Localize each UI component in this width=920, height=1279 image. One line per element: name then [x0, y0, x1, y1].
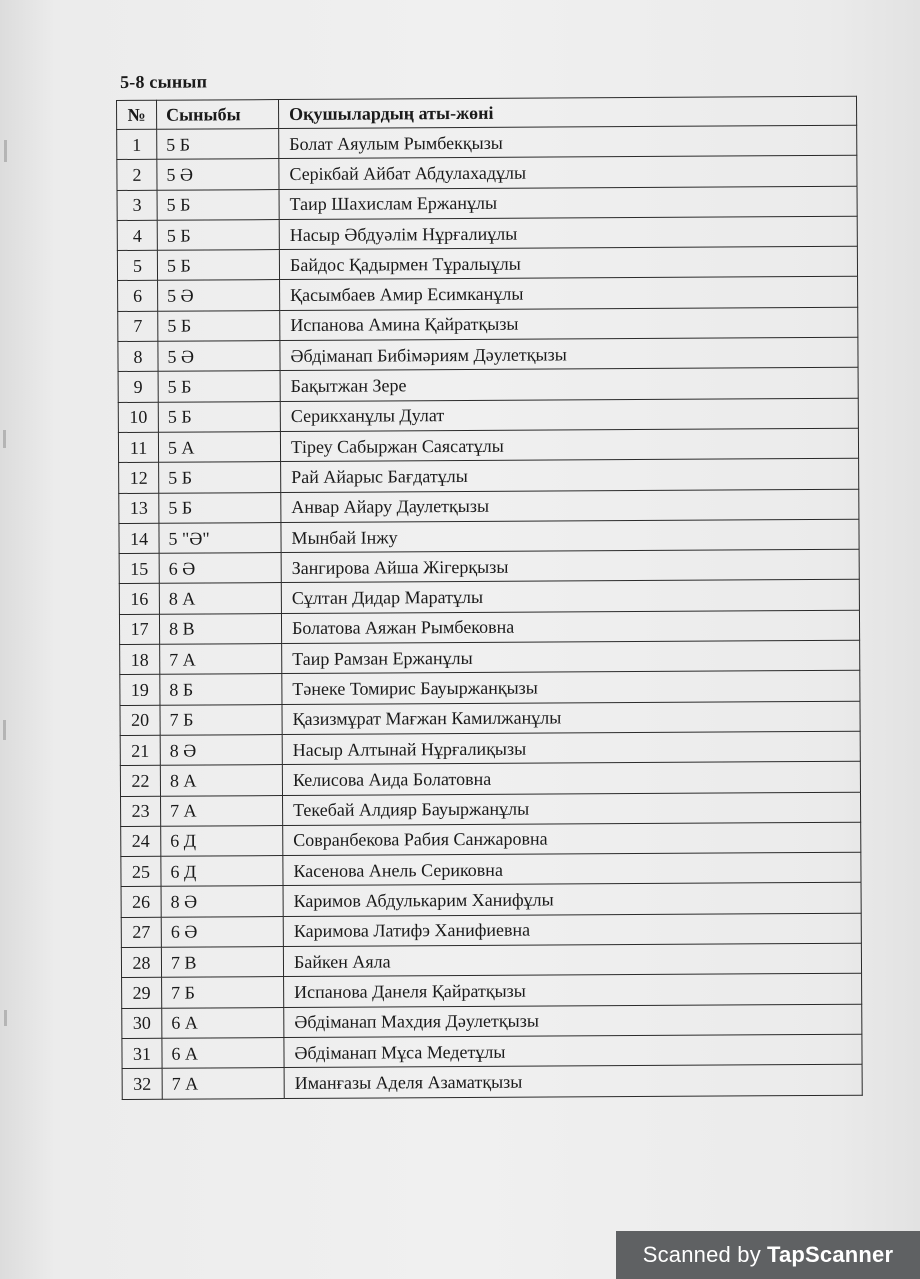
- row-class: 5 Б: [157, 250, 279, 281]
- row-student-name: Текебай Алдияр Бауыржанұлы: [283, 792, 861, 826]
- row-class: 6 Ә: [159, 553, 281, 584]
- row-number: 26: [121, 887, 161, 918]
- row-class: 8 В: [159, 613, 281, 644]
- watermark-prefix: Scanned by: [642, 1242, 761, 1267]
- row-student-name: Болат Аяулым Рымбекқызы: [279, 125, 857, 159]
- row-class: 7 Б: [162, 977, 284, 1008]
- column-header-name: Оқушылардың аты-жөні: [279, 96, 857, 128]
- row-class: 5 Ә: [158, 280, 280, 311]
- row-class: 8 А: [159, 583, 281, 614]
- table-row: [117, 156, 857, 191]
- row-class: 5 "Ә": [159, 522, 281, 553]
- table-row: [118, 368, 858, 403]
- scan-speck: [3, 720, 6, 740]
- row-student-name: Касенова Анель Сериковна: [283, 852, 861, 886]
- table-header-row: [117, 96, 857, 129]
- scan-speck: [4, 1010, 7, 1026]
- scanner-watermark: [616, 1231, 920, 1279]
- row-number: 29: [122, 978, 162, 1009]
- row-number: 31: [122, 1038, 162, 1069]
- row-student-name: Бақытжан Зере: [280, 368, 858, 402]
- row-number: 5: [117, 250, 157, 281]
- row-student-name: Насыр Алтынай Нұрғалиқызы: [282, 731, 860, 765]
- row-number: 6: [118, 281, 158, 312]
- table-row: [122, 974, 862, 1009]
- scan-speck: [3, 430, 6, 448]
- row-number: 13: [119, 493, 159, 524]
- table-row: [121, 852, 861, 887]
- table-row: [120, 640, 860, 675]
- row-student-name: Мынбай Інжу: [281, 519, 859, 553]
- row-number: 7: [118, 311, 158, 342]
- table-row: [120, 761, 860, 796]
- row-number: 25: [121, 856, 161, 887]
- table-row: [119, 458, 859, 493]
- table-row: [120, 671, 860, 706]
- row-class: 5 Б: [157, 129, 279, 160]
- table-row: [121, 883, 861, 918]
- row-student-name: Қасымбаев Амир Есимканұлы: [280, 277, 858, 311]
- row-student-name: Таир Рамзан Ержанұлы: [282, 640, 860, 674]
- row-class: 7 А: [162, 1068, 284, 1099]
- table-row: [118, 307, 858, 342]
- table-row: [119, 610, 859, 645]
- row-number: 24: [121, 826, 161, 857]
- row-number: 20: [120, 705, 160, 736]
- row-student-name: Байдос Қадырмен Тұралыұлы: [279, 246, 857, 280]
- student-table-wrapper: [116, 96, 862, 1100]
- column-header-number: №: [117, 100, 157, 129]
- table-row: [119, 549, 859, 584]
- table-row: [119, 519, 859, 554]
- row-number: 4: [117, 220, 157, 251]
- table-row: [120, 731, 860, 766]
- row-class: 5 Ә: [158, 341, 280, 372]
- table-row: [119, 489, 859, 524]
- row-number: 15: [119, 553, 159, 584]
- table-row: [121, 943, 861, 978]
- row-student-name: Каримов Абдулькарим Ханифұлы: [283, 883, 861, 917]
- row-class: 6 Ә: [161, 916, 283, 947]
- row-student-name: Зангирова Айша Жігерқызы: [281, 549, 859, 583]
- table-row: [121, 822, 861, 857]
- row-student-name: Тіреу Сабыржан Саясатұлы: [280, 428, 858, 462]
- row-class: 8 Б: [160, 674, 282, 705]
- row-student-name: Қазизмұрат Мағжан Камилжанұлы: [282, 701, 860, 735]
- row-class: 5 Б: [157, 189, 279, 220]
- row-student-name: Байкен Аяла: [283, 943, 861, 977]
- row-number: 16: [119, 584, 159, 615]
- row-number: 22: [120, 765, 160, 796]
- row-class: 8 А: [160, 765, 282, 796]
- table-row: [122, 1064, 862, 1099]
- row-number: 3: [117, 190, 157, 221]
- row-student-name: Таир Шахислам Ержанұлы: [279, 186, 857, 220]
- table-row: [122, 1034, 862, 1069]
- row-student-name: Анвар Айару Даулетқызы: [281, 489, 859, 523]
- row-class: 5 Б: [157, 219, 279, 250]
- column-header-class: Сыныбы: [157, 100, 279, 130]
- row-student-name: Серікбай Айбат Абдулахадұлы: [279, 156, 857, 190]
- row-number: 9: [118, 372, 158, 403]
- row-class: 7 А: [161, 795, 283, 826]
- table-row: [117, 125, 857, 160]
- row-student-name: Келисова Аида Болатовна: [282, 761, 860, 795]
- row-number: 28: [121, 947, 161, 978]
- table-row: [117, 216, 857, 251]
- row-student-name: Испанова Данеля Қайратқызы: [284, 974, 862, 1008]
- row-student-name: Совранбекова Рабия Санжаровна: [283, 822, 861, 856]
- row-student-name: Әбдіманап Махдия Дәулетқызы: [284, 1004, 862, 1038]
- row-class: 6 Д: [161, 825, 283, 856]
- row-class: 5 А: [158, 432, 280, 463]
- row-student-name: Әбдіманап Бибімәриям Дәулетқызы: [280, 337, 858, 371]
- row-class: 5 Ә: [157, 159, 279, 190]
- table-row: [120, 701, 860, 736]
- row-student-name: Рай Айарыс Бағдатұлы: [281, 458, 859, 492]
- row-class: 5 Б: [159, 462, 281, 493]
- row-class: 8 Ә: [160, 734, 282, 765]
- row-class: 5 Б: [158, 371, 280, 402]
- row-class: 7 Б: [160, 704, 282, 735]
- table-row: [118, 277, 858, 312]
- row-student-name: Иманғазы Аделя Азаматқызы: [284, 1064, 862, 1098]
- row-number: 21: [120, 735, 160, 766]
- row-number: 1: [117, 129, 157, 160]
- row-class: 7 А: [160, 644, 282, 675]
- row-student-name: Насыр Әбдуәлім Нұрғалиұлы: [279, 216, 857, 250]
- row-number: 2: [117, 160, 157, 191]
- table-row: [117, 186, 857, 221]
- table-body: [117, 125, 863, 1099]
- row-student-name: Испанова Амина Қайратқызы: [280, 307, 858, 341]
- scan-speck: [4, 140, 7, 162]
- table-row: [118, 428, 858, 463]
- table-row: [121, 913, 861, 948]
- row-number: 11: [118, 432, 158, 463]
- row-class: 7 В: [161, 947, 283, 978]
- row-class: 5 Б: [159, 492, 281, 523]
- table-row: [119, 580, 859, 615]
- row-number: 8: [118, 341, 158, 372]
- row-number: 23: [121, 796, 161, 827]
- document-heading: 5-8 сынып: [120, 71, 208, 92]
- row-number: 12: [119, 463, 159, 494]
- row-class: 6 А: [162, 1007, 284, 1038]
- row-class: 8 Ә: [161, 886, 283, 917]
- row-number: 19: [120, 675, 160, 706]
- row-student-name: Каримова Латифэ Ханифиевна: [283, 913, 861, 947]
- watermark-brand: TapScanner: [766, 1242, 894, 1267]
- row-number: 10: [118, 402, 158, 433]
- row-student-name: Әбдіманап Мұса Медетұлы: [284, 1034, 862, 1068]
- row-number: 17: [119, 614, 159, 645]
- row-student-name: Сұлтан Дидар Маратұлы: [281, 580, 859, 614]
- row-number: 27: [121, 917, 161, 948]
- row-number: 18: [120, 644, 160, 675]
- row-class: 6 А: [162, 1037, 284, 1068]
- table-row: [122, 1004, 862, 1039]
- table-row: [121, 792, 861, 827]
- row-class: 5 Б: [158, 401, 280, 432]
- table-row: [117, 246, 857, 281]
- row-number: 30: [122, 1008, 162, 1039]
- row-class: 6 Д: [161, 856, 283, 887]
- row-student-name: Болатова Аяжан Рымбековна: [281, 610, 859, 644]
- row-student-name: Серикханұлы Дулат: [280, 398, 858, 432]
- table-row: [118, 337, 858, 372]
- row-student-name: Тәнеке Томирис Бауыржанқызы: [282, 671, 860, 705]
- row-number: 14: [119, 523, 159, 554]
- student-table: [116, 96, 863, 1100]
- row-class: 5 Б: [158, 310, 280, 341]
- table-row: [118, 398, 858, 433]
- row-number: 32: [122, 1068, 162, 1099]
